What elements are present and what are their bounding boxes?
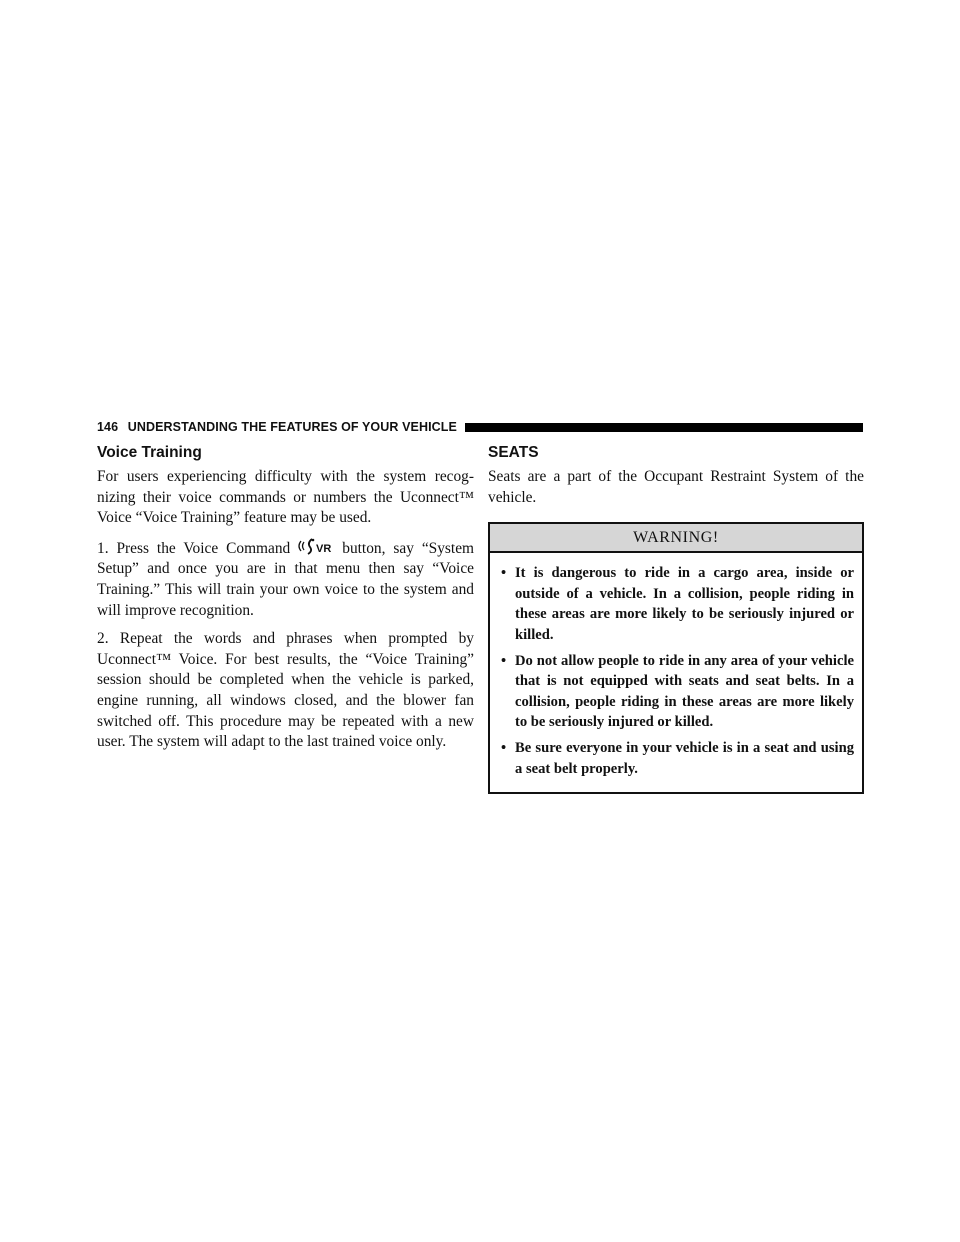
vr-icon-label: VR bbox=[316, 542, 332, 555]
bullet-icon: • bbox=[501, 652, 507, 669]
seats-intro: Seats are a part of the Occupant Restraint System of the vehicle. bbox=[488, 468, 864, 506]
seats-heading: SEATS bbox=[488, 444, 539, 461]
step-1-text-after: button, say “System Setup” and once you are in that menu then say “Voice Training.” This will train your own voice to the system and will improve recognition. bbox=[97, 539, 474, 619]
right-column bbox=[488, 441, 864, 794]
warning-item-text: It is dangerous to ride in a cargo area, inside or outside of a vehicle. In a collision, people riding in these areas are more likely to be seriously injured or killed. bbox=[515, 565, 854, 643]
voice-training-step-2: 2. Repeat the words and phrases when prompted by Uconnect™ Voice. For best results, the “Voice Training” session should be completed when the vehicle is parked, engine running, all windows closed, and the blower fan switched off. This procedure may be repeated with a new user. The system will adapt to the last trained voice only. bbox=[97, 630, 474, 751]
voice-training-step-1 bbox=[97, 537, 474, 621]
warning-box bbox=[488, 522, 864, 794]
left-column bbox=[97, 441, 474, 761]
voice-command-icon bbox=[296, 537, 338, 555]
warning-item-text: Be sure everyone in your vehicle is in a seat and using a seat belt properly. bbox=[515, 739, 854, 777]
bullet-icon: • bbox=[501, 739, 507, 756]
step-1-text-before: 1. Press the Voice Command bbox=[97, 539, 291, 557]
section-title: UNDERSTANDING THE FEATURES OF YOUR VEHICLE bbox=[127, 420, 457, 434]
warning-item bbox=[498, 651, 854, 733]
bullet-icon: • bbox=[501, 565, 507, 582]
voice-training-intro: For users experiencing difficulty with the system recog-nizing their voice commands or numbers the Uconnect™ Voice “Voice Training” feature may be used. bbox=[97, 468, 474, 527]
warning-item-text: Do not allow people to ride in any area of your vehicle that is not equipped with seats and seat belts. In a collision, people riding in these areas are more likely to be seriously injured or killed. bbox=[515, 652, 854, 731]
page-header bbox=[97, 419, 863, 435]
warning-item bbox=[498, 563, 854, 645]
voice-training-heading: Voice Training bbox=[97, 444, 202, 461]
header-text bbox=[97, 420, 457, 434]
warning-list bbox=[490, 553, 862, 792]
header-rule bbox=[465, 423, 863, 432]
warning-item bbox=[498, 738, 854, 779]
warning-title: WARNING! bbox=[490, 524, 862, 553]
page-number: 146 bbox=[97, 420, 119, 434]
